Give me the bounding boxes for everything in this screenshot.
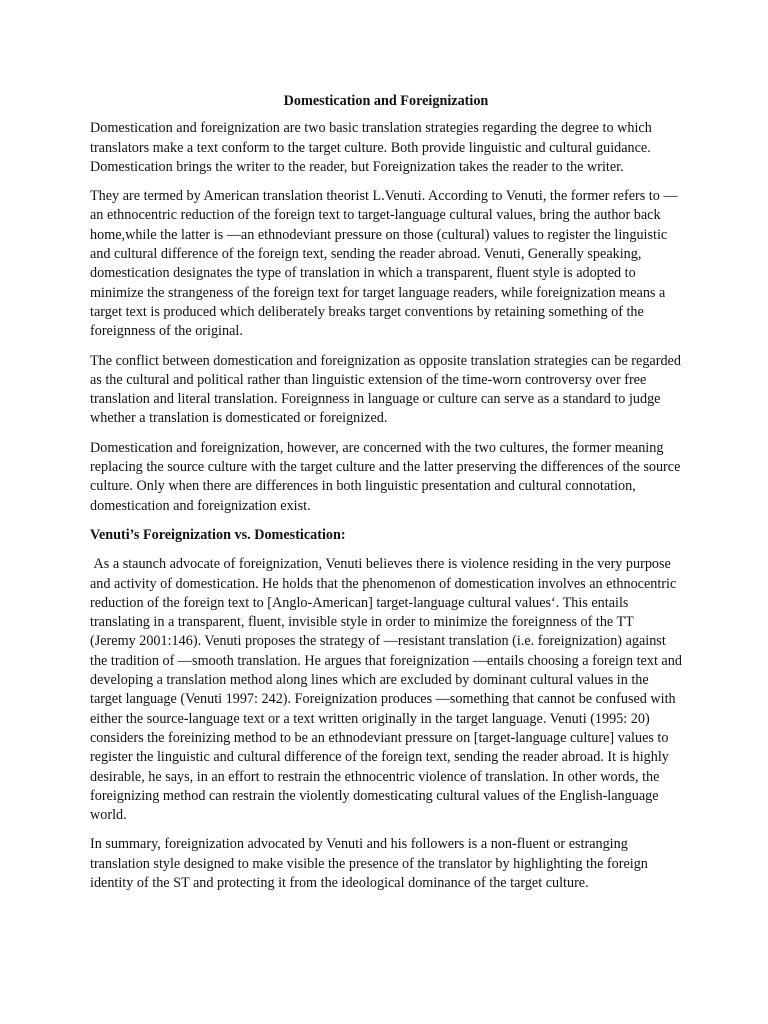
paragraph-1: Domestication and foreignization are two basic translation strategies regarding the degree to which translators make a text conform to the target culture. Both provide linguistic and cultural guidance. Domestication brings the writer to the reader, but Foreignization takes the reader to the writer.	[90, 120, 652, 175]
paragraph-3: The conflict between domestication and foreignization as opposite translation strategies can be regarded as the cultural and political rather than linguistic extension of the time-worn controversy over free translation and literal translation. Foreignness in language or culture can serve as a standard to judge whether a translation is domesticated or foreignized.	[90, 352, 681, 427]
paragraph-6: In summary, foreignization advocated by Venuti and his followers is a non-fluent or estranging translation style designed to make visible the presence of the translator by highlighting the foreign identity of the ST and protecting it from the ideological dominance of the target culture.	[90, 836, 648, 891]
paragraph-5: As a staunch advocate of foreignization, Venuti believes there is violence residing in the very purpose and activity of domestication. He holds that the phenomenon of domestication involves an ethnocentric reduction of the foreign text to [Anglo-American] target-language cultural values‘. This entails translating in a transparent, fluent, invisible style in order to minimize the foreignness of the TT (Jeremy 2001:146). Venuti proposes the strategy of —resistant translation (i.e. foreignization) against the tradition of —smooth translation. He argues that foreignization —entails choosing a foreign text and developing a translation method along lines which are excluded by dominant cultural values in the target language (Venuti 1997: 242). Foreignization produces —something that cannot be confused with either the source-language text or a text written originally in the target language. Venuti (1995: 20) considers the foreinizing method to be an ethnodeviant pressure on [target-language culture] values to register the linguistic and cultural difference of the foreign text, sending the reader abroad. It is highly desirable, he says, in an effort to restrain the ethnocentric violence of translation. In other words, the foreignizing method can restrain the violently domesticating cultural values of the English-language world.	[90, 556, 682, 824]
section-heading: Venuti’s Foreignization vs. Domestication:	[90, 526, 346, 543]
paragraph-4: Domestication and foreignization, however, are concerned with the two cultures, the former meaning replacing the source culture with the target culture and the latter preserving the differences of the source culture. Only when there are differences in both linguistic presentation and cultural connotation, domestication and foreignization exist.	[90, 439, 681, 514]
document-page	[90, 92, 682, 903]
document-title: Domestication and Foreignization	[283, 93, 489, 109]
paragraph-2: They are termed by American translation theorist L.Venuti. According to Venuti, the former refers to —an ethnocentric reduction of the foreign text to target-language cultural values, bring the author back home,while the latter is —an ethnodeviant pressure on those (cultural) values to register the linguistic and cultural difference of the foreign text, sending the reader abroad. Venuti, Generally speaking, domestication designates the type of translation in which a transparent, fluent style is adopted to minimize the strangeness of the foreign text for target language readers, while foreignization means a target text is produced which deliberately breaks target conventions by retaining something of the foreignness of the original.	[90, 188, 678, 340]
